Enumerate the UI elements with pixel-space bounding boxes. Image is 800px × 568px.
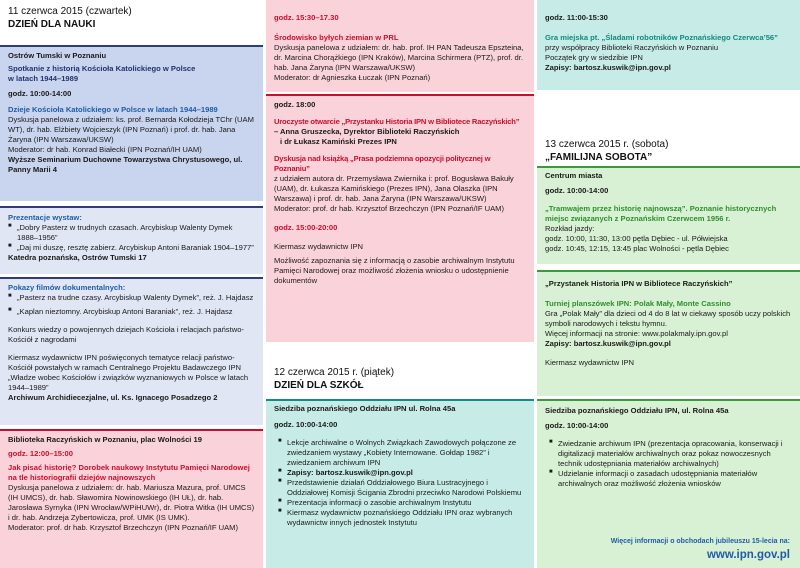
event-time: godz. 15:30–17.30 xyxy=(274,13,339,22)
event-location: Katedra poznańska, Ostrów Tumski 17 xyxy=(8,253,147,263)
event-title-line2: w latach 1944–1989 xyxy=(8,74,79,84)
list-item: ■ Kiermasz wydawnictw poznańskiego Oddziału IPN oraz wybranych wydawnictw innych jednostek Instytutu xyxy=(287,508,526,528)
schedule-line: godz. 10:45, 12:15, 13:45 plac Wolności - pętla Dębiec xyxy=(545,244,729,254)
column-june-12-13 xyxy=(537,0,800,568)
event-time: godz. 15:00-20:00 xyxy=(274,223,338,233)
event-time: godz. 10:00-14:00 xyxy=(545,186,609,196)
location-label: Siedziba poznańskiego Oddziału IPN ul. Rolna 45a xyxy=(274,404,456,413)
event-description: Kiermasz wydawnictw IPN xyxy=(545,358,635,368)
location-label: Ostrów Tumski w Poznaniu xyxy=(8,51,107,60)
event-block-city-game xyxy=(537,0,800,90)
event-description: z udziałem autora dr. Przemysława Zwiernika i: prof. Bogusława Bakuły (UAM), dr. Łukasza Kamińskiego (Prezes IPN), Jana Olaszka (IPN Warszawa) i prof. dr. hab. Jana Żaryna (IPN Warszawa/UKSW) xyxy=(274,174,514,204)
event-description: Konkurs wiedzy o powojennych dziejach Kościoła i relacjach państwo-Kościół z nagrodami xyxy=(8,325,244,345)
event-block-board-games xyxy=(537,270,800,396)
event-block-ipn-rolna xyxy=(266,399,534,568)
schedule-line: godz. 10:00, 11:30, 13:00 pętla Dębiec - ul. Półwiejska xyxy=(545,234,728,244)
event-title: Gra miejska pt. „Śladami robotników Poznańskiego Czerwca’56” xyxy=(545,33,778,43)
list-item: ■ „Pasterz na trudne czasy. Arcybiskup Walenty Dymek”, reż. J. Hajdasz xyxy=(17,293,255,303)
event-location: Wyższe Seminarium Duchowne Towarzystwa Chrystusowego, ul. Panny Marii 4 xyxy=(8,155,243,175)
event-description: przy współpracy Biblioteki Raczyńskich w Poznaniu xyxy=(545,43,719,53)
column-june-11 xyxy=(0,0,263,568)
event-block-ziemianie xyxy=(266,0,534,92)
event-block-przystanek-opening xyxy=(266,94,534,342)
event-description: Początek gry w siedzibie IPN xyxy=(545,53,643,63)
day-date: 13 czerwca 2015 r. (sobota) xyxy=(545,139,669,150)
day-title: „FAMILIJNA SOBOTA” xyxy=(545,152,653,163)
event-title: Jak pisać historię? Dorobek naukowy Instytutu Pamięci Narodowej na tle historiografii dziejów najnowszych xyxy=(8,463,250,483)
list-item: ■ „Daj mi duszę, resztę zabierz. Arcybiskup Antoni Baraniak 1904–1977” xyxy=(17,243,255,253)
event-title: „Tramwajem przez historię najnowszą”. Poznanie historycznych miejsc związanych z Poznańskim Czerwcem 1956 r. xyxy=(545,204,777,224)
event-block-tram xyxy=(537,166,800,264)
list-item: ■ Lekcje archiwalne o Wolnych Związkach Zawodowych połączone ze zwiedzaniem wystawy „Kobiety Internowane. Gołdap 1982” i zwiedzaniem archiwum IPN xyxy=(287,438,526,468)
event-block-raczynski-library xyxy=(0,429,263,568)
event-title: Uroczyste otwarcie „Przystanku Historia IPN w Bibliotece Raczyńskich” xyxy=(274,117,520,127)
event-description: Rozkład jazdy: xyxy=(545,224,595,234)
event-block-ostrow-tumski xyxy=(0,45,263,201)
footer-note: Więcej informacji o obchodach jubileuszu 15-lecia na: xyxy=(610,538,790,545)
event-time: godz. 11:00-15:30 xyxy=(545,13,608,22)
location-label: Biblioteka Raczyńskich w Poznaniu, plac Wolności 19 xyxy=(8,435,202,444)
event-description: Kiermasz wydawnictw IPN poświęconych tematyce relacji państwo-Kościół powstałych w ramach Centralnego Projektu Badawczego IPN „Władze wobec Kościołów i związków wyznaniowych w Polsce w latach 1944–1989” xyxy=(8,353,249,393)
event-title: Spotkanie z historią Kościoła Katolickiego w Polsce xyxy=(8,64,196,74)
location-label: Siedziba poznańskiego Oddziału IPN, ul. Rolna 45a xyxy=(545,406,729,415)
event-time: godz. 10:00-14:00 xyxy=(8,89,72,99)
event-location: Archiwum Archidiecezjalne, ul. Ks. Ignacego Posadzego 2 xyxy=(8,393,218,403)
footer-url[interactable]: www.ipn.gov.pl xyxy=(706,549,790,562)
list-item: ■ Przedstawienie działań Oddziałowego Biura Lustracyjnego i Oddziałowej Komisji Ścigania Zbrodni przeciwko Narodowi Polskiemu xyxy=(287,478,526,498)
event-description: Kiermasz wydawnictw IPN xyxy=(274,242,364,252)
event-moderator: Moderator: dr hab. Konrad Białecki (IPN Poznań/IH UAM) xyxy=(8,145,202,155)
list-item: ■ „Kaplan nieztomny. Arcybiskup Antoni Baraniak”, reż. J. Hajdasz xyxy=(17,307,255,317)
event-moderator: Moderator: dr Agnieszka Łuczak (IPN Poznań) xyxy=(274,73,431,83)
event-time: godz. 10:00-14:00 xyxy=(274,420,338,430)
event-description: Możliwość zapoznania się z informacją o zasobie archiwalnym Instytutu Pamięci Narodowej oraz możliwość złożenia wniosku o udostępnienie dokumentów xyxy=(274,256,515,286)
day-title: DZIEŃ DLA NAUKI xyxy=(8,19,96,30)
event-title: Dyskusja nad książką „Prasa podziemna opozycji politycznej w Poznaniu” xyxy=(274,154,491,174)
event-block-exhibitions xyxy=(0,206,263,274)
event-description: Gra „Polak Mały” dla dzieci od 4 do 8 lat w ciekawy sposób uczy polskich symboli narodowych i tekstu hymnu. xyxy=(545,309,791,329)
day-header-june-12 xyxy=(266,342,534,398)
section-title: Prezentacje wystaw: xyxy=(8,213,82,222)
event-block-films xyxy=(0,277,263,425)
list-item: ■ Udzielanie informacji o zasadach udostępniania materiałów archiwalnych oraz możliwość złożenia wniosków xyxy=(558,469,792,489)
list-item: ■ Prezentacja informacji o zasobie archiwalnym Instytutu xyxy=(287,498,526,508)
footer xyxy=(611,537,790,563)
signup-email: Zapisy: bartosz.kuswik@ipn.gov.pl xyxy=(545,63,671,73)
day-header-june-11 xyxy=(0,0,263,42)
event-time: godz. 12:00–15:00 xyxy=(8,449,73,459)
event-description: Dyskusja panelowa z udziałem: ks. prof. Bernarda Kołodzieja TChr (UAM WT), dr. hab. Elżbiety Wojcieszyk (IPN Poznań) i prof. dr. hab. Jana Żaryna (IPN Warszawa/UKSW) xyxy=(8,115,254,145)
day-title: DZIEŃ DLA SZKÓŁ xyxy=(274,380,364,391)
event-time: godz. 10:00-14:00 xyxy=(545,421,609,431)
event-time: godz. 18:00 xyxy=(274,100,316,109)
list-item: ■ „Dobry Pasterz w trudnych czasach. Arcybiskup Walenty Dymek 1888–1956” xyxy=(17,223,255,243)
signup-email: ■ Zapisy: bartosz.kuswik@ipn.gov.pl xyxy=(287,468,526,478)
event-moderator: Moderator: prof. dr hab. Krzysztof Brzechczyn (IPN Poznań/IF UAM) xyxy=(274,204,505,214)
signup-email: Zapisy: bartosz.kuswik@ipn.gov.pl xyxy=(545,339,671,349)
location-label: „Przystanek Historia IPN w Bibliotece Raczyńskich” xyxy=(545,279,733,288)
column-june-11-12 xyxy=(266,0,534,568)
event-moderator: Moderator: prof. dr hab. Krzysztof Brzechczyn (IPN Poznań/IF UAM) xyxy=(8,523,239,533)
event-block-archive-tour xyxy=(537,399,800,568)
event-speaker: – Anna Gruszecka, Dyrektor Biblioteki Raczyńskich xyxy=(274,127,460,137)
info-link: Więcej informacji na stronie: www.polakmaly.ipn.gov.pl xyxy=(545,329,728,339)
event-description: Dyskusja panelowa z udziałem: dr. hab. prof. IH PAN Tadeusza Epszteina, dr. Marcina Chorążkiego (IPN Kraków), Marcina Schirmera (PTZ), prof. dr. hab. Jana Żaryna (IPN Warszawa/UKSW) xyxy=(274,43,524,73)
event-title: Dzieje Kościoła Katolickiego w Polsce w latach 1944–1989 xyxy=(8,105,218,115)
event-title: Środowisko byłych ziemian w PRL xyxy=(274,33,399,43)
event-speaker: i dr Łukasz Kamiński Prezes IPN xyxy=(280,137,397,147)
day-date: 12 czerwca 2015 r. (piątek) xyxy=(274,367,395,378)
section-title: Pokazy filmów dokumentalnych: xyxy=(8,283,126,292)
event-title: Turniej planszówek IPN: Polak Mały, Monte Cassino xyxy=(545,299,731,309)
list-item: ■ Zwiedzanie archiwum IPN (prezentacja opracowania, konserwacji i digitalizacji materiałów archiwalnych oraz pokaz nowoczesnych technik udostępniania materiałów archiwalnych) xyxy=(558,439,792,469)
day-header-june-13 xyxy=(537,90,800,165)
location-label: Centrum miasta xyxy=(545,171,603,180)
day-date: 11 czerwca 2015 (czwartek) xyxy=(8,6,132,17)
event-description: Dyskusja panelowa z udziałem: dr. hab. Mariusza Mazura, prof. UMCS (IH UMCS), dr. hab. Sławomira Nowinowskiego (IH UŁ), dr. hab. Jarosława Syrnyka (IPN Wrocław/WPiHUWr), dr. Piotra Witka (IH UMCS) i dr. hab. Andrzeja Zybertowicza, prof. UMK (IS UMK). xyxy=(8,483,255,523)
